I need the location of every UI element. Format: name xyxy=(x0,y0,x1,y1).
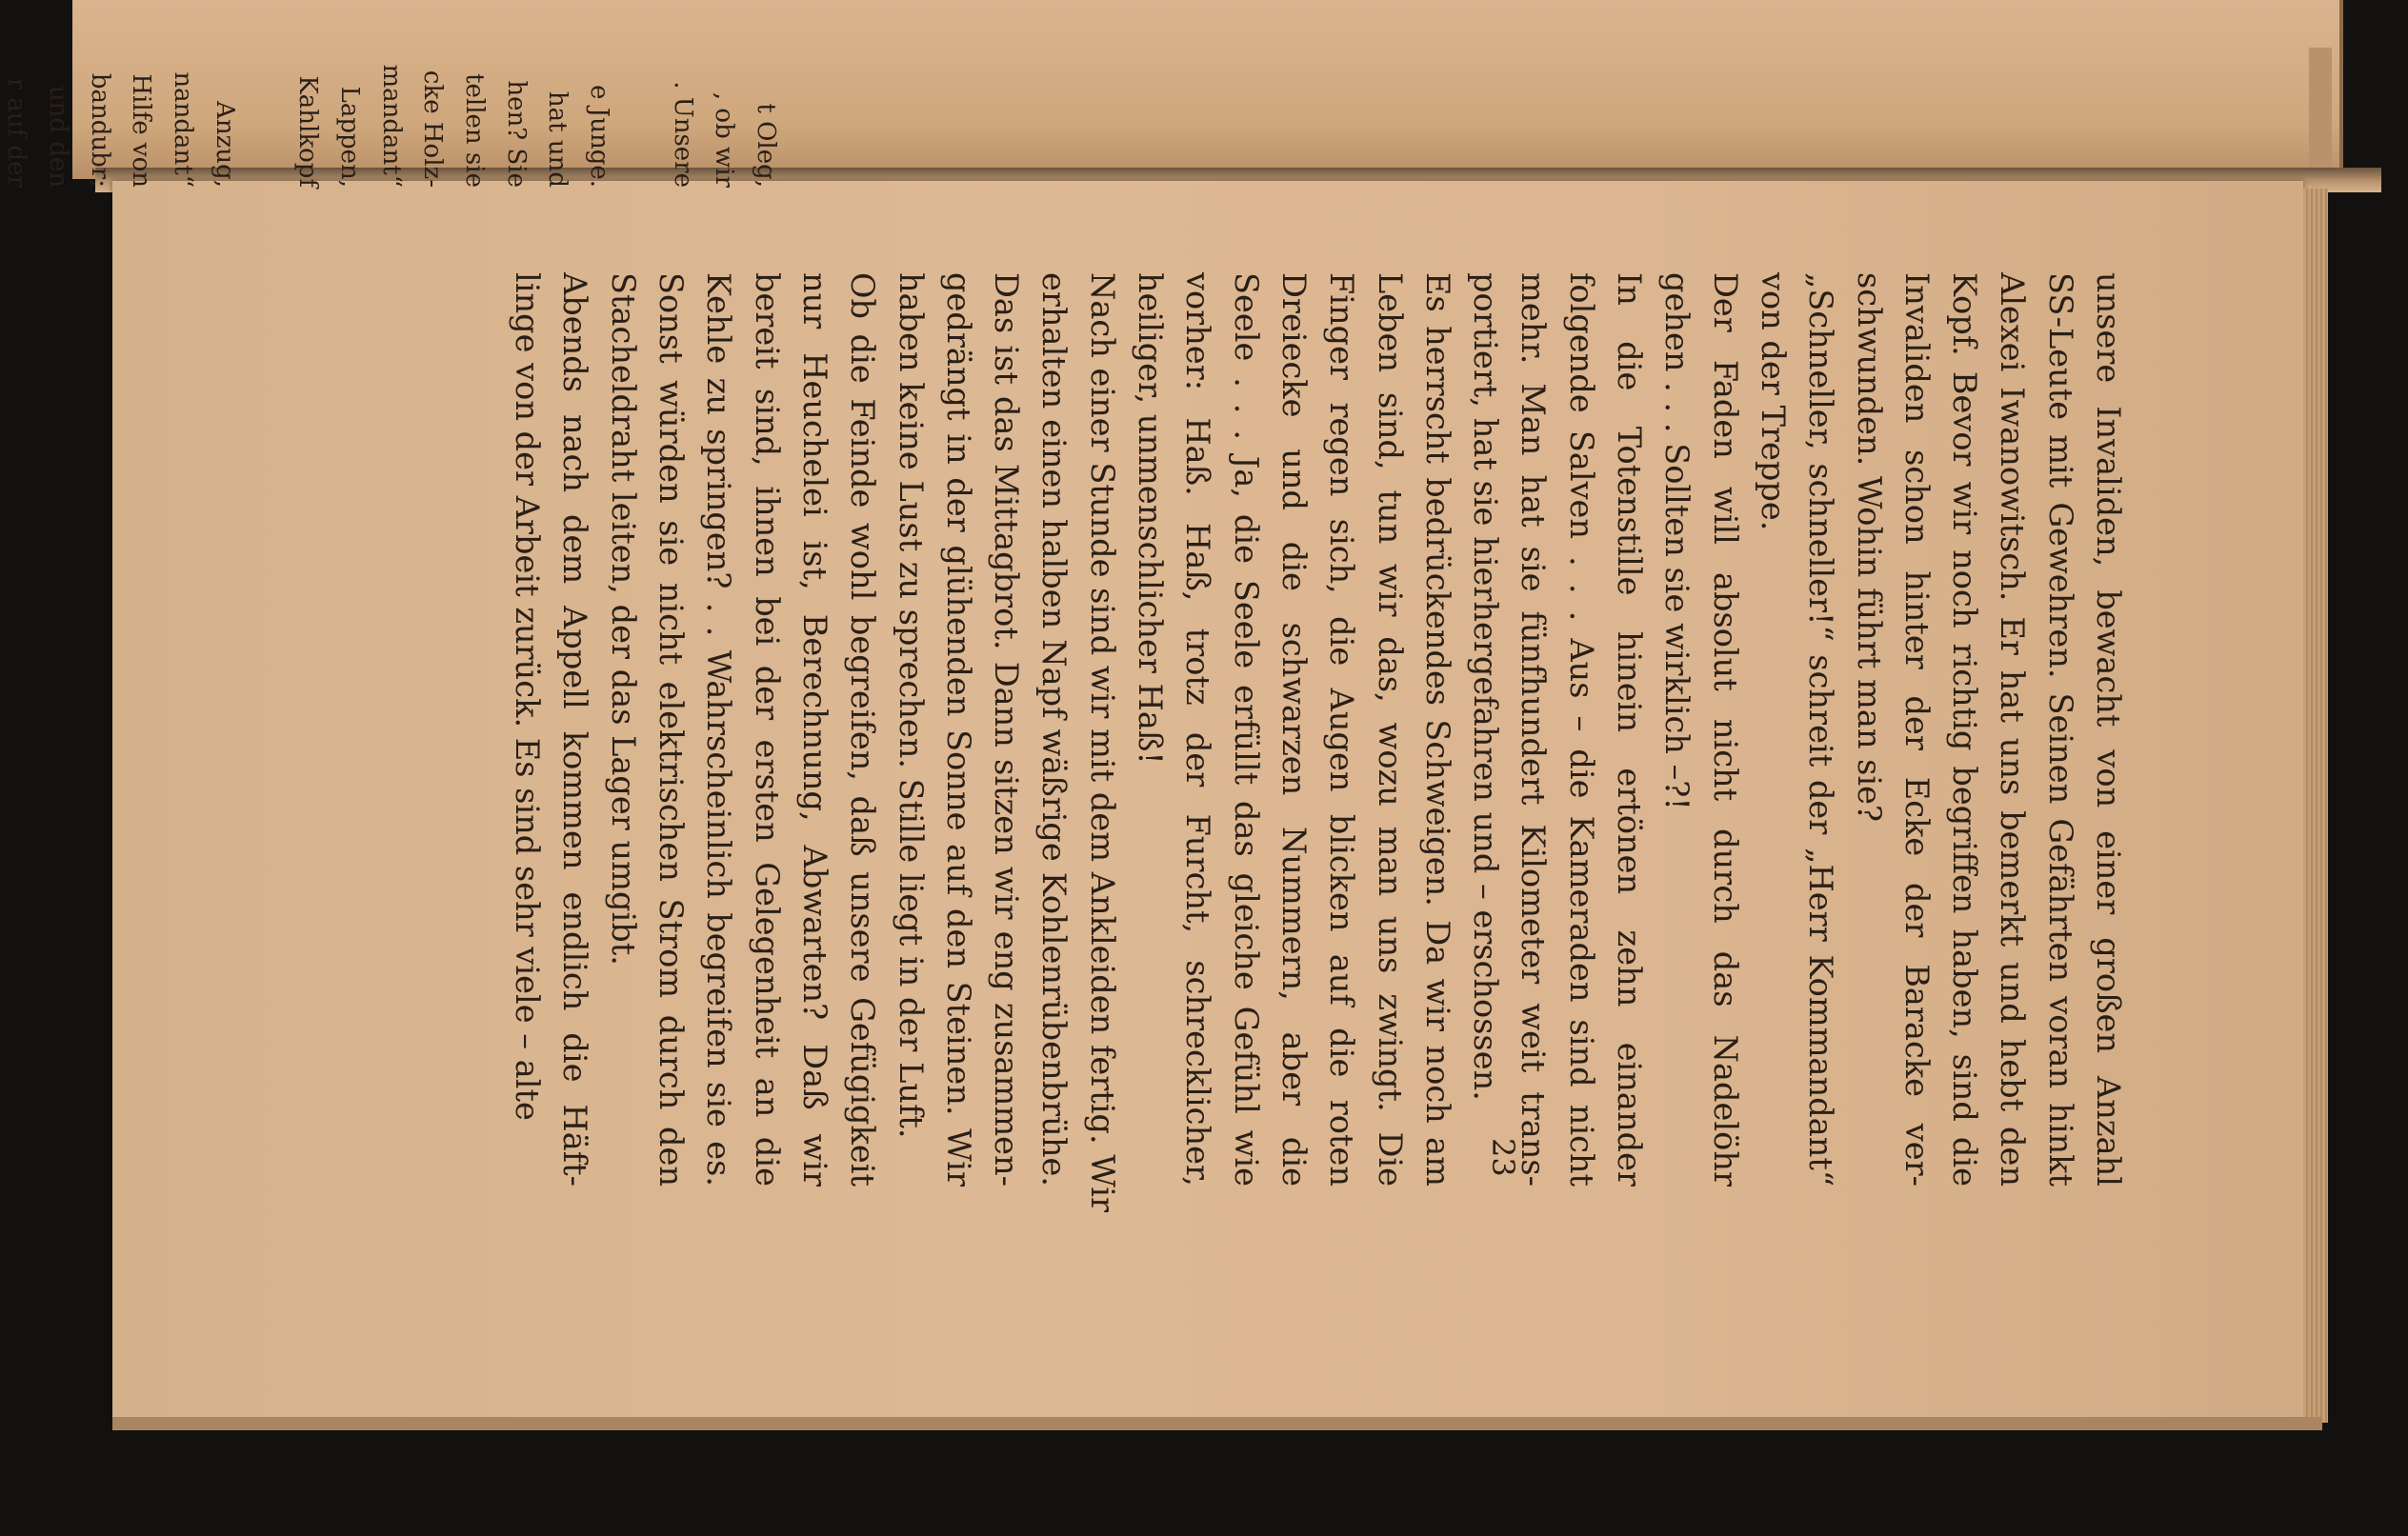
text-line: bereit sind, ihnen bei der ersten Gelegenheit an die xyxy=(748,272,786,1187)
text-line: folgende Salven . . . Aus – die Kameraden sind nicht xyxy=(1562,272,1600,1187)
previous-page-line: und den xyxy=(44,85,73,188)
previous-page-line: mandant“ xyxy=(376,64,406,188)
text-line: Nach einer Stunde sind wir mit dem Ankleiden fertig. Wir xyxy=(1083,272,1121,1213)
previous-page-text xyxy=(0,16,786,188)
page-stack-edge xyxy=(2303,189,2328,1423)
page-number: 23 xyxy=(1485,1138,1521,1177)
text-line: „Schneller, schneller!“ schreit der „Herr Kommandant“ xyxy=(1802,272,1840,1187)
text-line: vorher: Haß. Haß, trotz der Furcht, schrecklicher, xyxy=(1179,272,1217,1187)
text-line: haben keine Lust zu sprechen. Stille liegt in der Luft. xyxy=(892,272,930,1139)
text-line: SS-Leute mit Gewehren. Seinen Gefährten voran hinkt xyxy=(2041,272,2079,1187)
text-line: Ob die Feinde wohl begreifen, daß unsere Gefügigkeit xyxy=(844,272,882,1187)
text-line: unsere Invaliden, bewacht von einer großen Anzahl xyxy=(2090,272,2127,1187)
text-line: erhalten einen halben Napf wäßrige Kohlenrübenbrühe. xyxy=(1035,272,1074,1187)
text-line: von der Treppe. xyxy=(1754,272,1792,531)
previous-page-line: . Unsere xyxy=(668,81,697,188)
text-line: In die Totenstille hinein ertönen zehn einander xyxy=(1611,272,1649,1187)
text-line: Kopf. Bevor wir noch richtig begriffen haben, sind die xyxy=(1946,272,1984,1187)
previous-page-line: hat und xyxy=(543,90,572,188)
text-line: Finger regen sich, die Augen blicken auf die roten xyxy=(1323,272,1361,1187)
text-line: Kehle zu springen? . . Wahrscheinlich begreifen sie es. xyxy=(700,272,738,1187)
text-line: Das ist das Mittagbrot. Dann sitzen wir eng zusammen- xyxy=(988,272,1026,1187)
text-line: Dreiecke und die schwarzen Nummern, aber die xyxy=(1274,272,1313,1187)
page-body-text xyxy=(503,272,2132,1213)
text-line: Abends nach dem Appell kommen endlich die Häft- xyxy=(556,272,594,1187)
previous-page-line: Anzug, xyxy=(210,101,239,188)
text-line: Der Faden will absolut nicht durch das Nadelöhr xyxy=(1706,272,1744,1187)
text-line: mehr. Man hat sie fünfhundert Kilometer weit trans- xyxy=(1515,272,1553,1187)
previous-page-line: , ob wir xyxy=(710,91,739,188)
previous-page-line: Kahlkopf xyxy=(293,75,323,188)
text-line: Invaliden schon hinter der Ecke der Baracke ver- xyxy=(1897,272,1936,1187)
text-line: Stacheldraht leiten, der das Lager umgibt. xyxy=(604,272,642,966)
text-line: Sonst würden sie nicht elektrischen Strom durch den xyxy=(652,272,691,1187)
previous-page-line: Lappen, xyxy=(334,86,364,188)
previous-page-line: bandubr; xyxy=(85,72,114,188)
previous-page-line: r auf der xyxy=(2,77,31,188)
text-line: heiliger, unmenschlicher Haß! xyxy=(1132,272,1170,765)
text-line: schwunden. Wohin führt man sie? xyxy=(1850,272,1888,823)
previous-page-line: t Oleg, xyxy=(752,103,780,188)
text-line: portiert, hat sie hierhergefahren und – erschossen. xyxy=(1467,272,1505,1101)
text-line: Es herrscht bedrückendes Schweigen. Da wir noch am xyxy=(1418,272,1456,1187)
previous-page-line: nandant“ xyxy=(169,71,198,188)
text-line: Seele . . . Ja, die Seele erfüllt das gleiche Gefühl wie xyxy=(1227,272,1265,1187)
text-line: Leben sind, tun wir das, wozu man uns zwingt. Die xyxy=(1371,272,1409,1187)
text-line: gehen . . . Sollten sie wirklich –?! xyxy=(1658,272,1696,810)
text-line: nur Heuchelei ist, Berechnung, Abwarten? Daß wir xyxy=(795,272,833,1187)
previous-page-line: e Junge. xyxy=(585,85,614,188)
text-line: Alexei Iwanowitsch. Er hat uns bemerkt und hebt den xyxy=(1994,272,2032,1187)
previous-page-line: tellen sie xyxy=(460,73,490,188)
previous-page-line: cke Holz- xyxy=(418,70,448,188)
previous-page-line: hen? Sie xyxy=(501,80,531,188)
text-line: gedrängt in der glühenden Sonne auf den Steinen. Wir xyxy=(939,272,977,1187)
page-bottom-edge xyxy=(112,1417,2322,1430)
previous-page-line: Hilfe von xyxy=(127,73,156,188)
book-edge xyxy=(2309,48,2332,171)
previous-page-line xyxy=(245,16,287,188)
text-line: linge von der Arbeit zurück. Es sind sehr viele – alte xyxy=(509,272,547,1121)
previous-page-line xyxy=(619,16,661,188)
